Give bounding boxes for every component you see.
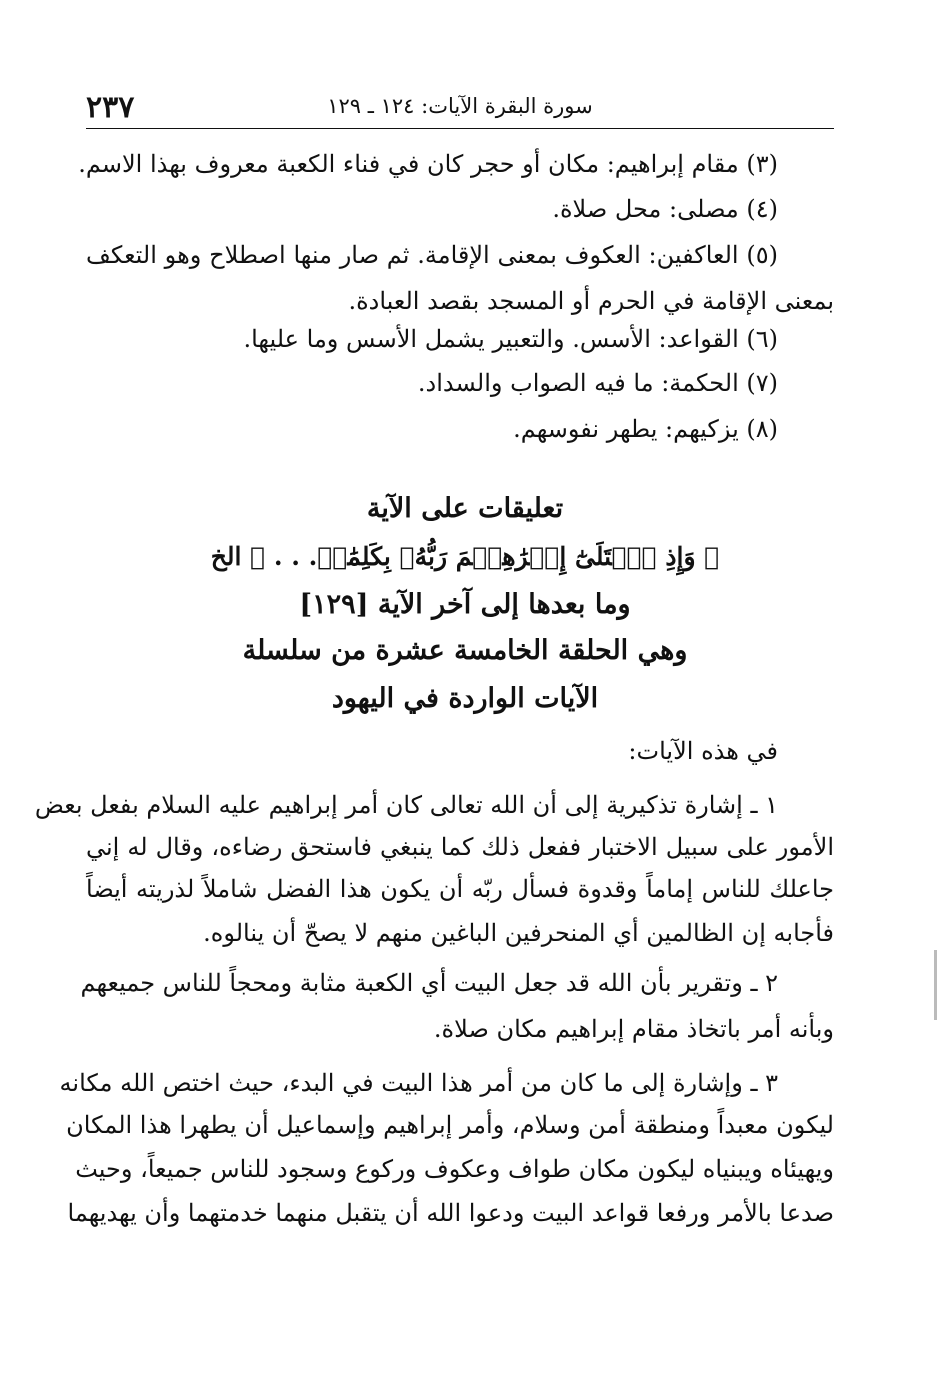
- section-title: تعليقات على الآية: [366, 493, 564, 524]
- glossary-note-8: (٨) يزكيهم: يطهر نفوسهم.: [513, 415, 778, 443]
- verse-line: ﴿ وَإِذِ ٱبۡتَلَىٰٓ إِبۡرَٰهِـۧمَ رَبُّهُۥ بِكَلِمَٰتٖ. . . ﴾ الخ: [210, 542, 720, 571]
- scan-edge-mark: [934, 950, 937, 1020]
- glossary-note-5-line-2: بمعنى الإقامة في الحرم أو المسجد بقصد العبادة.: [348, 287, 834, 315]
- running-title: سورة البقرة الآيات: ١٢٤ ـ ١٢٩: [327, 94, 593, 118]
- point-1-line-1: ١ ـ إشارة تذكيرية إلى أن الله تعالى كان أمر إبراهيم عليه السلام بفعل بعض: [34, 791, 778, 819]
- point-1-line-3: جاعلك للناس إماماً وقدوة فسأل ربّه أن يكون هذا الفضل شاملاً لذريته أيضاً: [86, 875, 834, 903]
- glossary-note-7: (٧) الحكمة: ما فيه الصواب والسداد.: [417, 369, 778, 397]
- point-3-line-4: صدعا بالأمر ورفعا قواعد البيت ودعوا الله أن يتقبل منهما خدمتهما وأن يهديهما: [67, 1199, 834, 1227]
- glossary-note-6: (٦) القواعد: الأسس. والتعبير يشمل الأسس وما عليها.: [243, 325, 778, 353]
- point-2-line-1: ٢ ـ وتقرير بأن الله قد جعل البيت أي الكعبة مثابة ومحجاً للناس جميعهم: [80, 969, 778, 997]
- page-header: [86, 88, 834, 129]
- section-subtitle-2: وهي الحلقة الخامسة عشرة من سلسلة: [242, 635, 688, 666]
- glossary-note-3: (٣) مقام إبراهيم: مكان أو حجر كان في فناء الكعبة معروف بهذا الاسم.: [78, 150, 778, 178]
- point-3-line-3: ويهيئاه ويبنياه ليكون مكان طواف وعكوف وركوع وسجود للناس جميعاً، وحيث: [75, 1155, 834, 1183]
- point-1-line-2: الأمور على سبيل الاختبار ففعل ذلك كما ينبغي فاستحق رضاءه، وقال له إني: [86, 833, 834, 861]
- point-3-line-1: ٣ ـ وإشارة إلى ما كان من أمر هذا البيت في البدء، حيث اختص الله مكانه: [59, 1069, 778, 1097]
- glossary-note-5-line-1: (٥) العاكفين: العكوف بمعنى الإقامة. ثم صار منها اصطلاح وهو التعكف: [86, 241, 778, 269]
- section-subtitle-1: وما بعدها إلى آخر الآية [١٢٩]: [299, 589, 631, 620]
- glossary-note-4: (٤) مصلى: محل صلاة.: [552, 195, 778, 223]
- point-2-line-2: وبأنه أمر باتخاذ مقام إبراهيم مكان صلاة.: [433, 1015, 834, 1043]
- point-3-line-2: ليكون معبداً ومنطقة أمن وسلام، وأمر إبراهيم وإسماعيل أن يطهرا هذا المكان: [66, 1111, 834, 1139]
- page-number: ٢٣٧: [86, 90, 135, 125]
- section-subtitle-3: الآيات الواردة في اليهود: [331, 683, 599, 714]
- point-1-line-4: فأجابه إن الظالمين أي المنحرفين الباغين منهم لا يصحّ أن ينالوه.: [203, 919, 834, 947]
- body-intro: في هذه الآيات:: [628, 737, 778, 765]
